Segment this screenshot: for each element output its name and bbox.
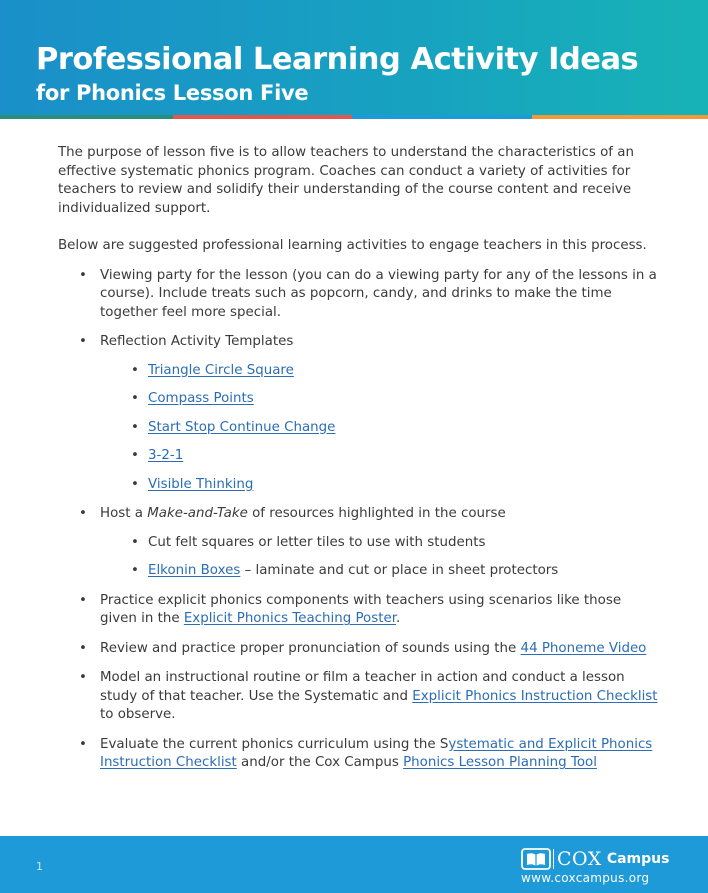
make-take-emphasis: Make-and-Take <box>147 506 248 521</box>
link-compass-points[interactable]: Compass Points <box>148 391 254 406</box>
logo-divider <box>553 849 554 869</box>
link-44-phoneme-video[interactable]: 44 Phoneme Video <box>520 640 647 656</box>
stripe-segment-blue <box>352 115 532 119</box>
activity-list <box>58 267 658 773</box>
intro-lead-in: Below are suggested professional learning activities to engage teachers in this process. <box>58 238 647 253</box>
open-book-icon <box>521 848 551 870</box>
stripe-segment-red <box>173 115 352 119</box>
sublist-item <box>100 562 658 581</box>
viewing-party-text: Viewing party for the lesson (you can do a viewing party for any of the lessons in a course). Include treats such as popcorn, candy, and drinks to make the time together feel more special. <box>100 267 657 320</box>
make-take-prefix: Host a <box>100 506 148 521</box>
sublist-item <box>100 419 658 438</box>
elkonin-rest-text: – laminate and cut or place in sheet protectors <box>240 563 559 578</box>
color-stripe <box>0 115 708 119</box>
main-content <box>58 144 658 784</box>
logo-campus-text: Campus <box>606 851 670 867</box>
felt-squares-text: Cut felt squares or letter tiles to use with students <box>148 534 486 550</box>
list-item-model <box>58 669 658 725</box>
sublist-item <box>100 534 658 553</box>
website-link[interactable]: www.coxcampus.org <box>521 871 650 885</box>
sublist-item <box>100 362 658 381</box>
evaluate-text: Evaluate the current phonics curriculum using the S <box>100 736 449 752</box>
sublist-item <box>100 476 658 495</box>
footer-bar <box>0 836 708 893</box>
practice-text: Practice explicit phonics components with teachers using scenarios like those given in the <box>100 592 622 626</box>
sublist-item <box>100 390 658 409</box>
sublist-item <box>100 447 658 466</box>
list-item-practice <box>58 592 658 629</box>
list-item-make-and-take <box>58 505 658 581</box>
list-item-review <box>58 640 658 659</box>
review-text: Review and practice proper pronunciation of sounds using the <box>100 640 521 656</box>
make-take-suffix: of resources highlighted in the course <box>247 506 506 521</box>
page-number: 1 <box>36 860 43 873</box>
model-text: Model an instructional routine or film a teacher in action and conduct a lesson study of that teacher. Use the Systematic and <box>100 670 625 704</box>
link-start-stop-continue-change[interactable]: Start Stop Continue Change <box>148 419 336 435</box>
logo-cox-text: COX <box>557 848 602 870</box>
link-systematic-explicit-phonics-checklist[interactable]: ystematic and Explicit Phonics Instruction Checklist <box>100 736 653 770</box>
link-explicit-phonics-instruction-checklist[interactable]: Explicit Phonics Instruction Checklist <box>412 688 658 704</box>
cox-campus-logo <box>521 848 669 870</box>
list-item-evaluate <box>58 736 658 773</box>
intro-paragraph: The purpose of lesson five is to allow teachers to understand the characteristics of an effective systematic phonics program. Coaches can conduct a variety of activities for teachers to review and solidify their understanding of the course content and receive individualized support. <box>58 145 634 216</box>
model-end: to observe. <box>100 707 176 722</box>
make-take-sublist <box>100 534 658 581</box>
reflection-text: Reflection Activity Templates <box>100 334 294 349</box>
page-title: Professional Learning Activity Ideas <box>36 42 639 77</box>
practice-end: . <box>396 611 401 626</box>
list-item-reflection <box>58 333 658 494</box>
evaluate-mid: and/or the Cox Campus <box>236 755 404 770</box>
reflection-sublist <box>100 362 658 495</box>
link-visible-thinking[interactable]: Visible Thinking <box>148 476 254 492</box>
link-phonics-lesson-planning-tool[interactable]: Phonics Lesson Planning Tool <box>403 755 597 770</box>
link-triangle-circle-square[interactable]: Triangle Circle Square <box>148 362 294 378</box>
link-elkonin-boxes[interactable]: Elkonin Boxes <box>148 563 241 578</box>
link-3-2-1[interactable]: 3-2-1 <box>148 448 184 463</box>
page-subtitle: for Phonics Lesson Five <box>36 81 309 105</box>
header-banner <box>0 0 708 115</box>
stripe-segment-orange <box>532 115 708 119</box>
list-item-viewing-party <box>58 267 658 323</box>
link-explicit-phonics-teaching-poster[interactable]: Explicit Phonics Teaching Poster <box>183 611 396 626</box>
stripe-segment-green <box>0 115 173 119</box>
